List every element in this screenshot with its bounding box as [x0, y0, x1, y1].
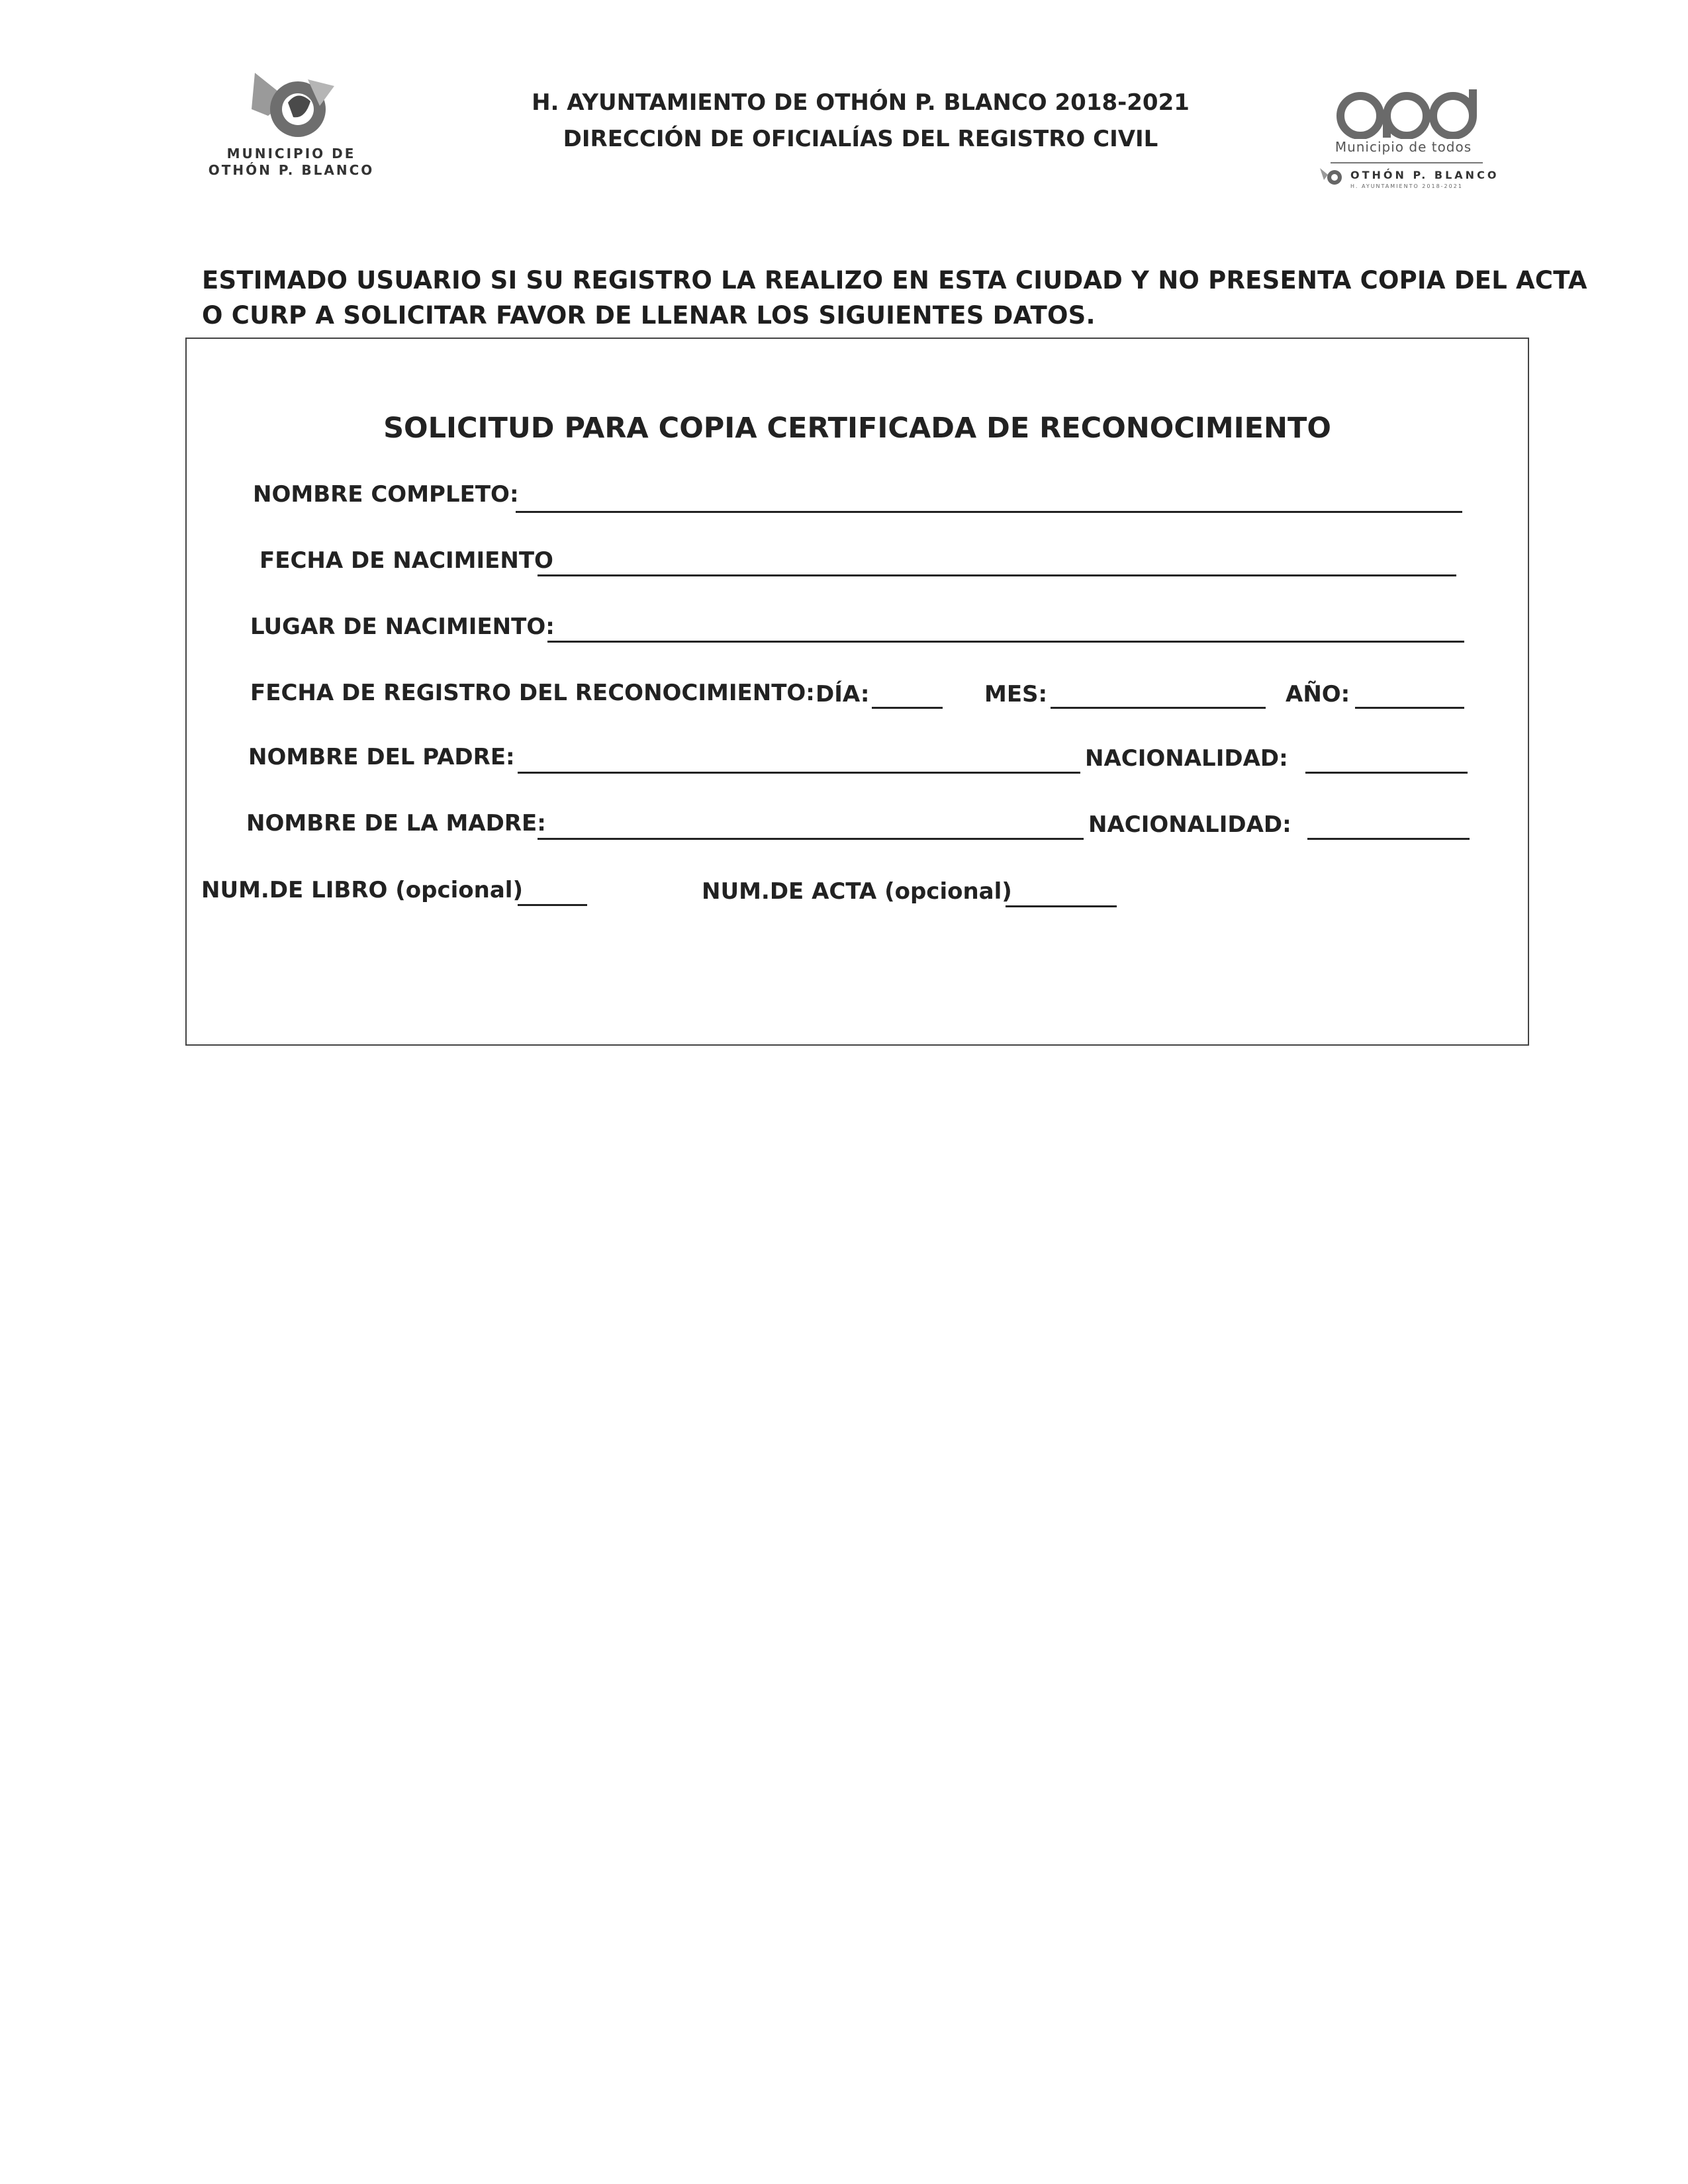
nacionalidad-madre-label: NACIONALIDAD:	[1088, 811, 1291, 838]
opb-divider	[1331, 162, 1483, 163]
municipio-logo	[199, 63, 384, 185]
nombre-padre-label: NOMBRE DEL PADRE:	[248, 744, 515, 770]
num-acta-label: NUM.DE ACTA (opcional)	[702, 878, 1012, 905]
anio-field[interactable]	[1355, 707, 1464, 709]
mes-field[interactable]	[1051, 707, 1266, 709]
request-form	[185, 338, 1529, 1046]
nombre-completo-label: NOMBRE COMPLETO:	[253, 481, 519, 508]
municipio-emblem-icon	[242, 69, 341, 149]
nombre-completo-field[interactable]	[516, 511, 1462, 513]
nombre-padre-field[interactable]	[518, 772, 1080, 774]
num-acta-field[interactable]	[1006, 905, 1117, 907]
num-libro-field[interactable]	[518, 904, 587, 906]
lugar-nacimiento-field[interactable]	[547, 641, 1464, 643]
instructions-line1: ESTIMADO USUARIO SI SU REGISTRO LA REALIZO EN ESTA CIUDAD Y NO PRESENTA COPIA DEL ACTA	[202, 266, 1587, 295]
logo-left-text-line2: OTHÓN P. BLANCO	[208, 162, 375, 178]
header-title-line2: DIRECCIÓN DE OFICIALÍAS DEL REGISTRO CIVIL	[563, 126, 1158, 152]
mes-label: MES:	[984, 681, 1048, 707]
opb-tagline: Municipio de todos	[1335, 139, 1472, 155]
opb-wordmark-icon	[1331, 86, 1483, 139]
form-title: SOLICITUD PARA COPIA CERTIFICADA DE RECONOCIMIENTO	[383, 412, 1331, 445]
nombre-madre-field[interactable]	[538, 838, 1084, 840]
dia-field[interactable]	[872, 707, 943, 709]
instructions-line2: O CURP A SOLICITAR FAVOR DE LLENAR LOS SIGUIENTES DATOS.	[202, 301, 1096, 330]
dia-label: DÍA:	[816, 681, 870, 707]
fecha-registro-label: FECHA DE REGISTRO DEL RECONOCIMIENTO:	[250, 680, 815, 706]
opb-small-text: H. AYUNTAMIENTO 2018-2021	[1350, 183, 1463, 189]
num-libro-label: NUM.DE LIBRO (opcional)	[201, 877, 523, 903]
nombre-madre-label: NOMBRE DE LA MADRE:	[246, 810, 546, 837]
nacionalidad-padre-label: NACIONALIDAD:	[1085, 745, 1288, 772]
lugar-nacimiento-label: LUGAR DE NACIMIENTO:	[250, 614, 555, 640]
nacionalidad-madre-field[interactable]	[1307, 838, 1470, 840]
anio-label: AÑO:	[1286, 681, 1350, 707]
opb-logo	[1291, 73, 1516, 199]
header-title-line1: H. AYUNTAMIENTO DE OTHÓN P. BLANCO 2018-2021	[532, 89, 1190, 116]
municipio-small-emblem-icon	[1319, 167, 1345, 187]
opb-subtitle: OTHÓN P. BLANCO	[1350, 169, 1499, 181]
fecha-nacimiento-field[interactable]	[538, 574, 1456, 576]
logo-left-text-line1: MUNICIPIO DE	[226, 146, 356, 161]
nacionalidad-padre-field[interactable]	[1305, 772, 1468, 774]
fecha-nacimiento-label: FECHA DE NACIMIENTO	[259, 547, 553, 574]
